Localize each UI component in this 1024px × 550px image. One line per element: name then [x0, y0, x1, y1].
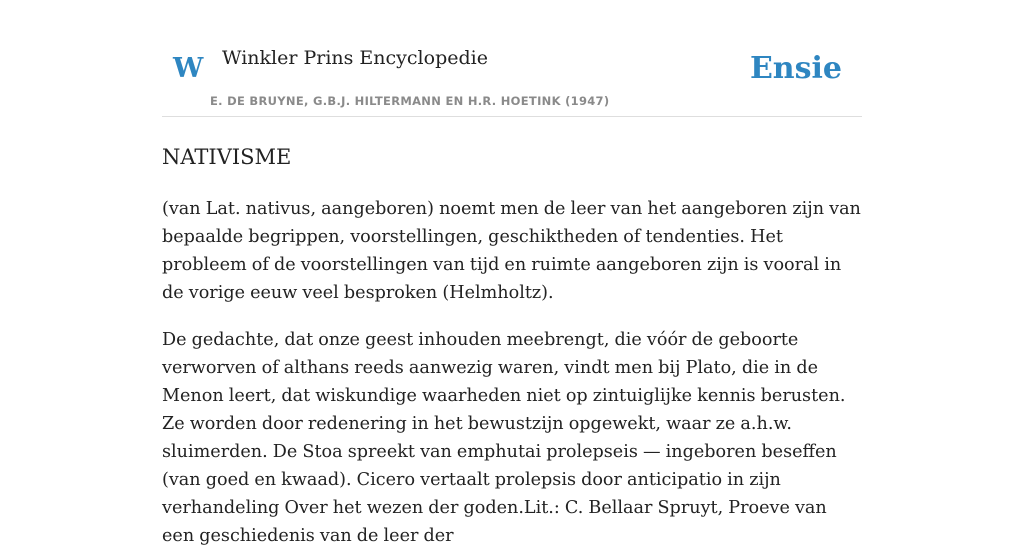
entry-title: NATIVISME — [162, 145, 292, 169]
page-header — [162, 0, 862, 117]
document-page — [162, 0, 862, 550]
book-title[interactable]: Winkler Prins Encyclopedie — [222, 47, 488, 69]
book-authors: E. DE BRUYNE, G.B.J. HILTERMANN EN H.R. HOETINK (1947) — [210, 94, 610, 108]
entry-paragraph-1: (van Lat. nativus, aangeboren) noemt men de leer van het aangeboren zijn van bepaalde begrippen, voorstellingen, geschiktheden of tendenties. Het probleem of de voorstellingen van tijd en ruimte aangeboren zijn is vooral in de vorige eeuw veel besproken (Helmholtz). — [162, 199, 861, 303]
winkler-prins-logo[interactable]: W — [173, 53, 204, 84]
entry-paragraph-2: De gedachte, dat onze geest inhouden meebrengt, die vóór de geboorte verworven of althans reeds aanwezig waren, vindt men bij Plato, die in de Menon leert, dat wiskundige waarheden niet op zintuiglijke kennis berusten. Ze worden door redenering in het bewustzijn opgewekt, waar ze a.h.w. sluimerden. De Stoa spreekt van emphutai prolepseis — ingeboren beseffen (van goed en kwaad). Cicero vertaalt prolepsis door anticipatio in zijn verhandeling Over het wezen der goden.Lit.: C. Bellaar Spruyt, Proeve van een geschiedenis van de leer der — [162, 330, 846, 546]
ensie-logo-link[interactable]: Ensie — [749, 51, 842, 86]
